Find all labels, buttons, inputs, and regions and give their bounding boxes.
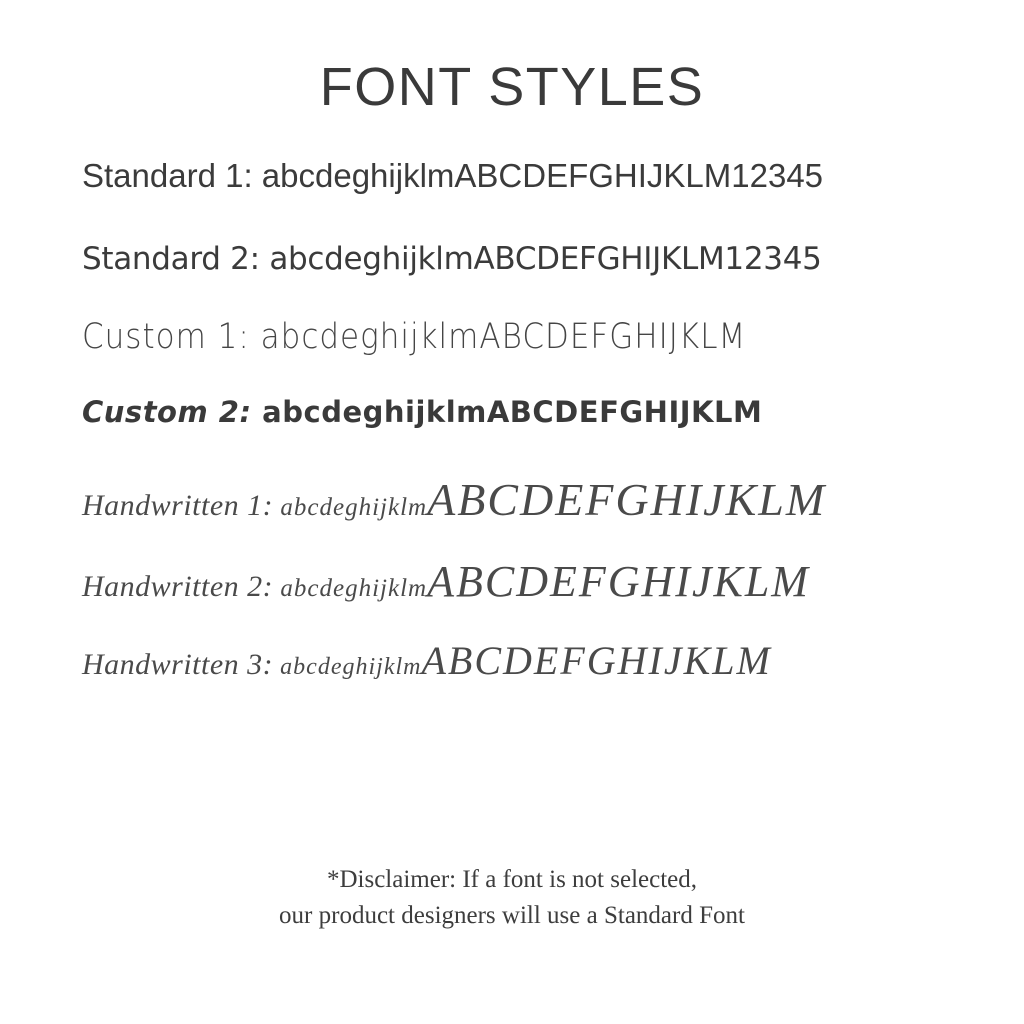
disclaimer-line-2: our product designers will use a Standard Font	[279, 901, 745, 929]
font-row-sample: abcdeghijklmABCDEFGHIJKLM	[251, 395, 763, 430]
font-sample-list	[70, 151, 954, 861]
font-row-sample: abcdeghijklmABCDEFGHIJKLM12345	[252, 157, 824, 195]
font-row-sample-uppercase: ABCDEFGHIJKLM	[427, 557, 810, 607]
font-row-handwritten-2	[82, 556, 954, 607]
font-row-handwritten-3	[82, 637, 954, 684]
font-row-label: Custom 2:	[82, 395, 252, 430]
font-row-label: Custom 1:	[82, 317, 250, 358]
font-row-label: Standard 2:	[82, 241, 260, 278]
font-row-sample: abcdeghijklmABCDEFGHIJKLM12345	[259, 241, 822, 278]
disclaimer	[70, 862, 954, 995]
font-row-label: Handwritten 1:	[82, 489, 274, 523]
font-row-label: Handwritten 2:	[82, 570, 274, 604]
font-row-sample-uppercase: ABCDEFGHIJKLM	[421, 638, 772, 684]
font-row-sample-lowercase: abcdeghijklm	[273, 654, 422, 681]
font-row-sample-lowercase: abcdeghijklm	[273, 575, 428, 603]
font-row-sample-uppercase: ABCDEFGHIJKLM	[427, 474, 827, 526]
page-title: FONT STYLES	[319, 57, 705, 117]
font-row-handwritten-1	[82, 473, 954, 526]
font-row-standard-1	[82, 157, 954, 195]
font-row-custom-2	[82, 395, 954, 429]
font-row-standard-2	[82, 241, 954, 277]
font-row-label: Standard 1:	[82, 157, 253, 195]
font-row-custom-1	[82, 317, 954, 357]
font-row-label: Handwritten 3:	[82, 648, 274, 682]
font-row-sample-lowercase: abcdeghijklm	[273, 494, 428, 522]
disclaimer-line-1: *Disclaimer: If a font is not selected,	[326, 865, 698, 893]
font-row-sample: abcdeghijklmABCDEFGHIJKLM	[249, 317, 747, 358]
